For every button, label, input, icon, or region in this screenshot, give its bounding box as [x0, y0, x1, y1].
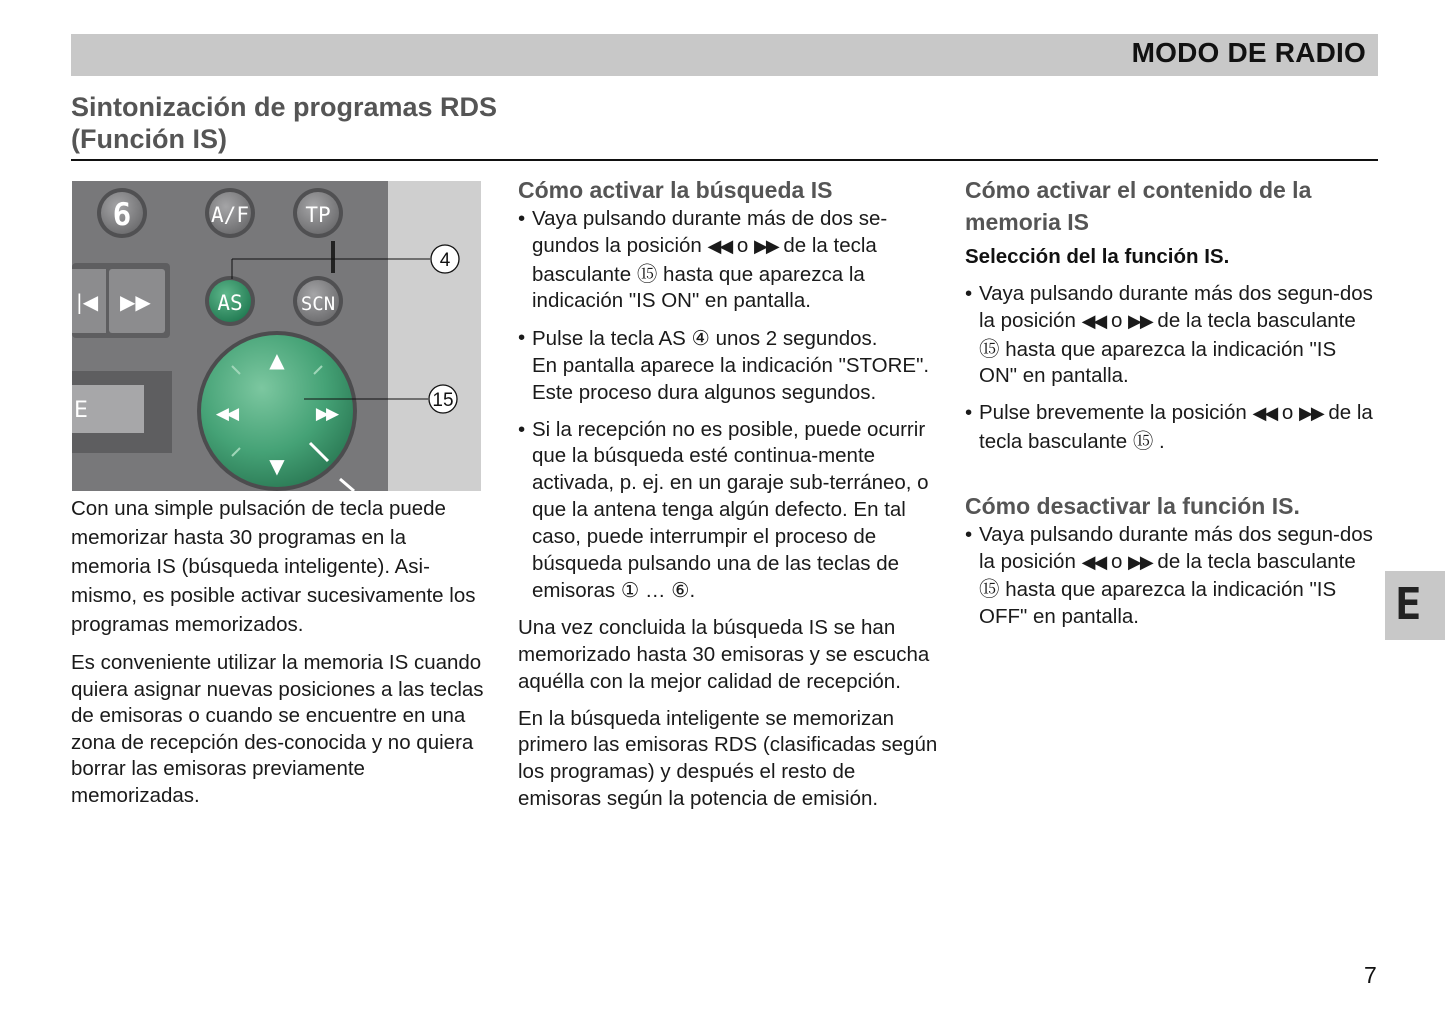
tp-button-label: TP [305, 203, 331, 227]
intro-column [71, 494, 491, 810]
ref-15-icon: ⑮ [636, 261, 658, 286]
intro-paragraph-2: Es conveniente utilizar la memoria IS cuando quiera asignar nuevas posiciones a las teclas de emisoras o cuando se encuentre en una zona de recepción des-conocida y no quiera borrar las emisoras previamente memorizadas. [71, 651, 484, 807]
fast-forward-icon: ▶▶ [754, 235, 778, 257]
list-item: • Pulse la tecla AS ④ unos 2 segundos. En pantalla aparece la indicación "STORE". Este proceso dura algunos segundos. [518, 325, 938, 406]
rocker-down-icon: ▼ [269, 454, 285, 478]
rocker-switch[interactable] [197, 331, 357, 491]
tp-indicator [331, 241, 335, 273]
scn-button[interactable] [293, 276, 343, 326]
language-tab [1385, 571, 1445, 640]
activate-search-list [518, 206, 938, 605]
rewind-icon: ◀◀ [1081, 310, 1106, 332]
radio-panel-figure [72, 181, 481, 491]
deactivate-list [965, 522, 1375, 631]
ref-15-icon: ⑮ [979, 336, 1000, 361]
panel-side-strip [388, 181, 481, 491]
display-mark: E [74, 398, 88, 423]
list-item: • Vaya pulsando durante más de dos se-gundos la posición ◀◀ o ▶▶ de la tecla basculante ⑮ hasta que aparezca la indicación "IS ON" en pantalla. [518, 206, 938, 315]
rocker-right-icon: ▶▶ [315, 404, 337, 424]
select-function-subheading: Selección del la función IS. [965, 245, 1230, 268]
memory-column [965, 174, 1375, 631]
search-result-paragraph: Una vez concluida la búsqueda IS se han memorizado hasta 30 emisoras y se escucha aquélla con la mejor calidad de recepción. [518, 616, 930, 693]
section-title: MODO DE RADIO [1131, 37, 1366, 68]
list-item: • Si la recepción no es posible, puede ocurrir que la búsqueda esté continua-mente activada, p. ej. en un garaje sub-terráneo, o que la antena tenga algún defecto. En tal caso, puede interrumpir el proceso de búsqueda pulsando una de las teclas de emisoras ① … ⑥. [518, 417, 938, 606]
smart-search-paragraph: En la búsqueda inteligente se memorizan primero las emisoras RDS (clasificadas según los programas) y después el resto de emisoras según la potencia de emisión. [518, 706, 938, 810]
page-title-line2: (Función IS) [71, 124, 227, 154]
seek-forward-icon: ▶▶ [120, 290, 151, 314]
language-tab-label: E [1395, 579, 1422, 630]
rewind-icon: ◀◀ [1081, 551, 1106, 573]
as-button[interactable] [205, 276, 255, 326]
fast-forward-icon: ▶▶ [1128, 310, 1152, 332]
button-6-label: 6 [112, 197, 132, 233]
af-button-label: A/F [211, 203, 249, 227]
rewind-icon: ◀◀ [707, 235, 732, 257]
ref-6-icon: ⑥ [671, 578, 690, 603]
rewind-icon: ◀◀ [1252, 403, 1277, 425]
header-bar [71, 34, 1378, 76]
ref-15-icon: ⑮ [979, 577, 1000, 602]
rocker-up-icon: ▲ [269, 348, 285, 372]
intro-paragraph-1: Con una simple pulsación de tecla puede memorizar hasta 30 programas en la memoria IS (búsqueda inteligente). Asi-mismo, es posible activar sucesivamente los programas memorizados. [71, 497, 476, 636]
fast-forward-icon: ▶▶ [1298, 403, 1323, 425]
activate-search-heading: Cómo activar la búsqueda IS [518, 177, 833, 203]
activate-memory-list [965, 281, 1375, 456]
page-title-line1: Sintonización de programas RDS [71, 92, 498, 122]
title-divider [71, 159, 1378, 161]
activate-search-column [518, 174, 938, 813]
ref-4-icon: ④ [691, 326, 710, 351]
activate-memory-heading: Cómo activar el contenido de la memoria IS [965, 177, 1312, 235]
page-title [71, 91, 497, 155]
tp-button[interactable] [293, 188, 343, 238]
ref-15-icon: ⑮ [1132, 428, 1154, 453]
fast-forward-icon: ▶▶ [1128, 551, 1152, 573]
list-item: • Pulse brevemente la posición ◀◀ o ▶▶ de la tecla basculante ⑮ . [965, 400, 1375, 456]
callout-15-label: 15 [432, 390, 454, 411]
list-item: • Vaya pulsando durante más dos segun-dos la posición ◀◀ o ▶▶ de la tecla basculante ⑮ hasta que aparezca la indicación "IS OFF" en pantalla. [965, 522, 1375, 631]
deactivate-heading: Cómo desactivar la función IS. [965, 492, 1300, 519]
scn-button-label: SCN [300, 293, 336, 315]
callout-4-label: 4 [439, 250, 451, 271]
rocker-left-icon: ◀◀ [215, 404, 237, 424]
button-6[interactable] [97, 188, 147, 238]
ref-1-icon: ① [620, 578, 640, 603]
seek-back-icon: |◀ [76, 290, 99, 314]
page-number: 7 [1364, 962, 1377, 988]
af-button[interactable] [205, 188, 255, 238]
as-button-label: AS [217, 291, 243, 315]
list-item: • Vaya pulsando durante más dos segun-dos la posición ◀◀ o ▶▶ de la tecla basculante ⑮ hasta que aparezca la indicación "IS ON" en pantalla. [965, 281, 1375, 390]
